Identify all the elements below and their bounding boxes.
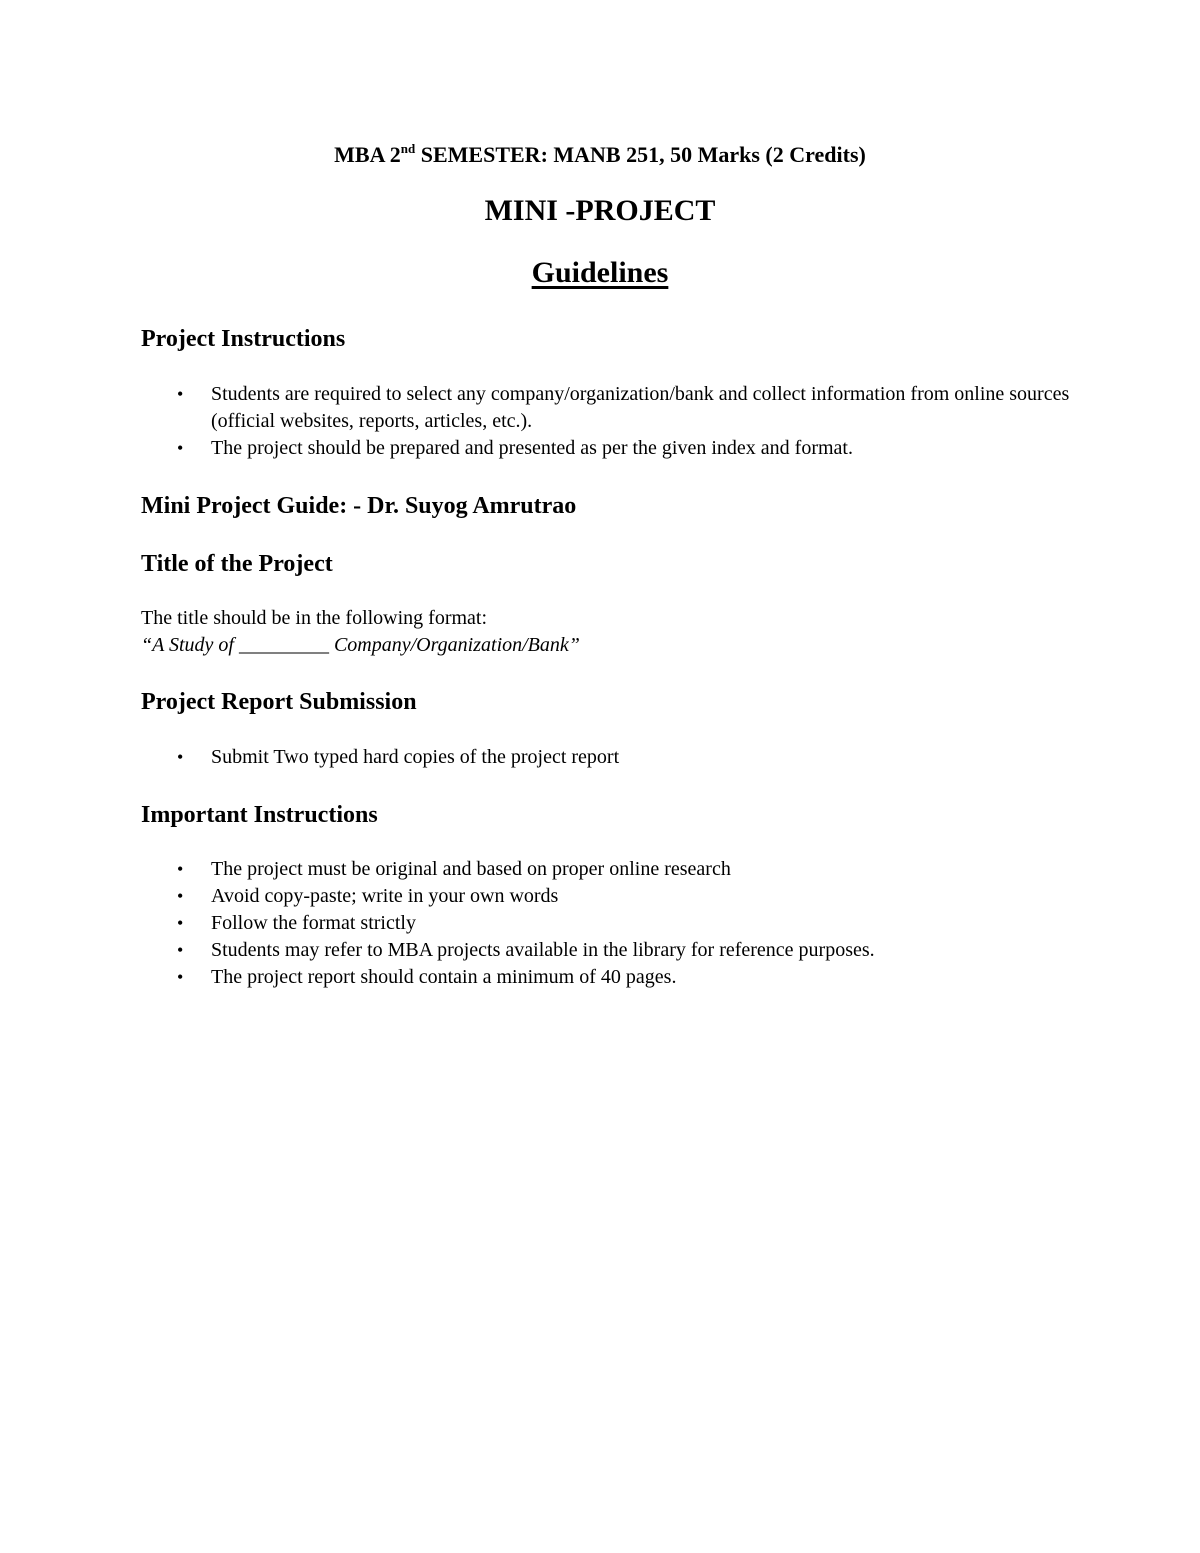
important-instructions-heading: Important Instructions (141, 802, 378, 828)
course-superscript: nd (400, 141, 416, 156)
course-prefix: MBA 2 (334, 142, 401, 167)
bullet-icon: • (177, 886, 184, 906)
project-instructions-heading: Project Instructions (141, 326, 346, 352)
list-item: • The project must be original and based on proper online research (211, 856, 1071, 883)
title-format-example: “A Study of _________ Company/Organization/Bank” (141, 634, 580, 656)
project-instructions-list (177, 381, 1071, 462)
important-instructions-list (177, 856, 1071, 991)
submission-list (177, 744, 1071, 771)
list-item: • The project report should contain a minimum of 40 pages. (211, 964, 1071, 991)
list-item: • Students may refer to MBA projects available in the library for reference purposes. (211, 937, 1071, 964)
list-item: • Submit Two typed hard copies of the project report (211, 744, 1071, 771)
course-info (0, 140, 1200, 170)
list-item: • Follow the format strictly (211, 910, 1071, 937)
bullet-icon: • (177, 438, 184, 458)
page-title: MINI -PROJECT (484, 194, 716, 227)
bullet-icon: • (177, 384, 184, 404)
bullet-icon: • (177, 940, 184, 960)
course-suffix: SEMESTER: MANB 251, 50 Marks (2 Credits) (415, 142, 866, 167)
bullet-icon: • (177, 747, 184, 767)
title-section-heading: Title of the Project (141, 551, 333, 577)
list-item: • The project should be prepared and presented as per the given index and format. (211, 435, 1071, 462)
bullet-icon: • (177, 913, 184, 933)
title-format-intro: The title should be in the following format: (141, 607, 488, 629)
bullet-icon: • (177, 859, 184, 879)
list-item: • Avoid copy-paste; write in your own words (211, 883, 1071, 910)
guide-heading: Mini Project Guide: - Dr. Suyog Amrutrao (141, 493, 577, 519)
bullet-icon: • (177, 967, 184, 987)
page-subtitle: Guidelines (531, 256, 669, 289)
submission-heading: Project Report Submission (141, 689, 417, 715)
list-item: • Students are required to select any company/organization/bank and collect information from online sources (official websites, reports, articles, etc.). (177, 383, 1070, 432)
